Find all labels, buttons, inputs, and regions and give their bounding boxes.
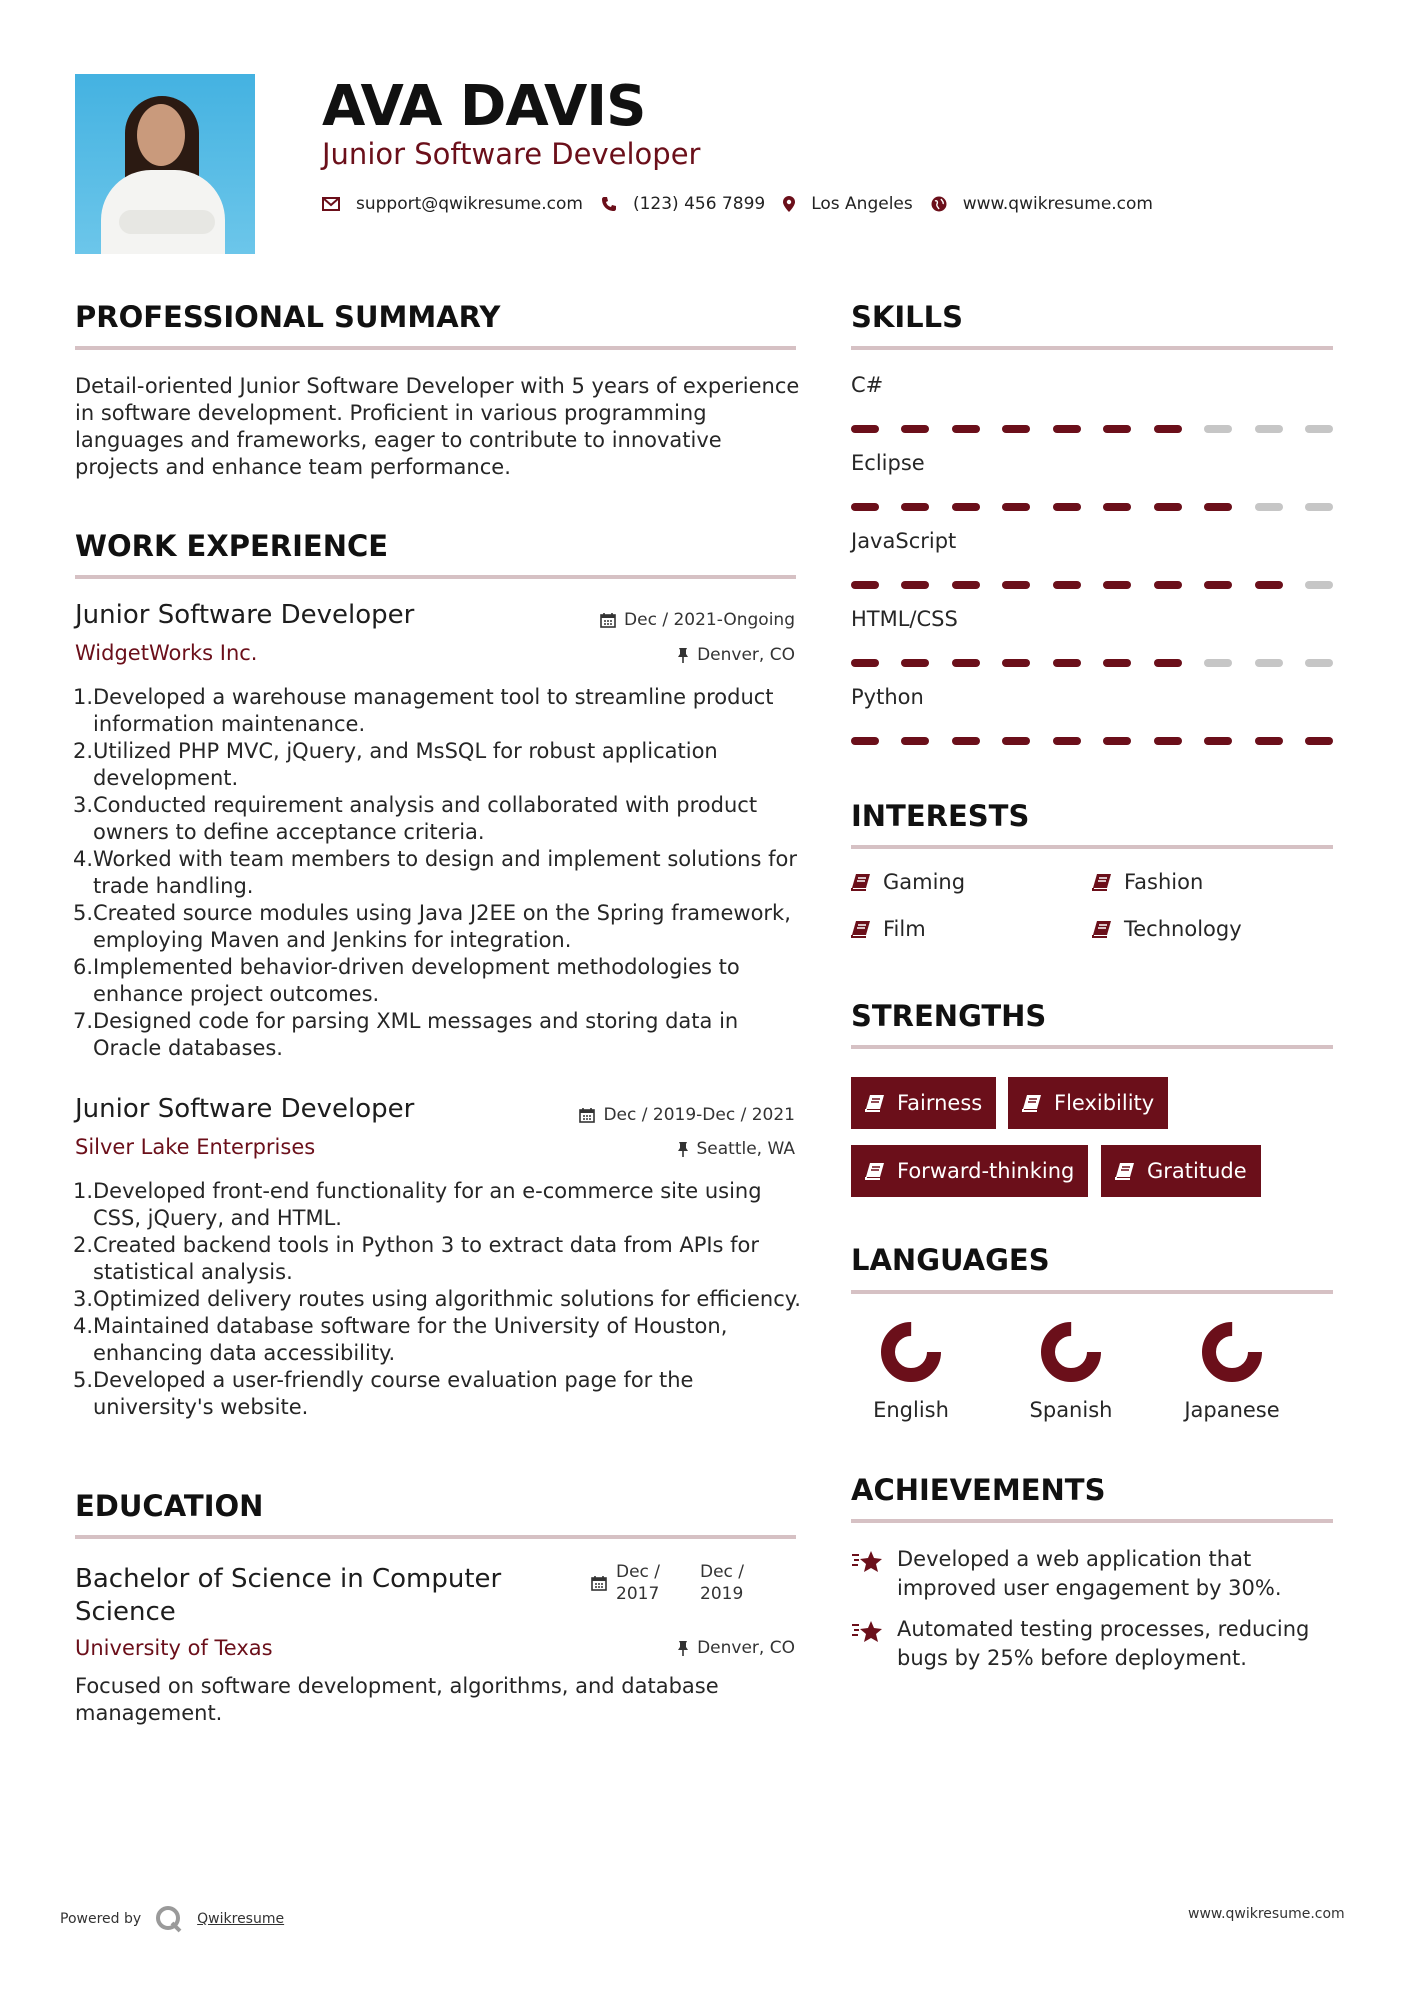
skill-dot-filled — [1154, 425, 1182, 433]
strengths-heading: STRENGTHS — [851, 999, 1047, 1033]
achievement-item: Developed a web application that improved user engagement by 30%. — [851, 1545, 1341, 1603]
shooting-star-icon — [851, 1547, 885, 1577]
skill-name: Python — [851, 685, 924, 709]
skill-dot-filled — [1103, 425, 1131, 433]
skill-dot-filled — [1204, 581, 1232, 589]
calendar-icon — [591, 1575, 607, 1591]
skill-dot-filled — [952, 737, 980, 745]
strengths-divider — [851, 1045, 1333, 1049]
skill-dot-empty — [1305, 581, 1333, 589]
skill-dot-filled — [1154, 503, 1182, 511]
skill-dot-filled — [1154, 581, 1182, 589]
achievements-heading: ACHIEVEMENTS — [851, 1473, 1106, 1507]
globe-icon — [931, 196, 947, 212]
powered-by-label: Powered by — [60, 1911, 142, 1927]
job-date-text: Dec / 2019-Dec / 2021 — [603, 1105, 795, 1125]
summary-text: Detail-oriented Junior Software Developer with 5 years of experience in software development. Proficient in various programming languages and frameworks, eager to contribute to innovative projects and enhance team performance. — [75, 374, 800, 479]
skill-dot-filled — [1002, 581, 1030, 589]
skill-rating — [851, 659, 1333, 669]
skills-divider — [851, 346, 1333, 350]
language-item — [1162, 1320, 1302, 1422]
skill-dot-filled — [1204, 737, 1232, 745]
job-bullets — [75, 1178, 805, 1421]
skill-dot-filled — [901, 503, 929, 511]
book-icon — [865, 1162, 885, 1180]
skill-dot-filled — [1103, 659, 1131, 667]
job-location — [677, 645, 795, 665]
skill-rating — [851, 737, 1333, 747]
book-icon — [1092, 873, 1112, 891]
skill-dot-filled — [851, 737, 879, 745]
language-name: Spanish — [1029, 1398, 1113, 1422]
skill-rating — [851, 581, 1333, 591]
book-icon — [1115, 1162, 1135, 1180]
skill-dot-filled — [952, 659, 980, 667]
skill-dot-empty — [1255, 503, 1283, 511]
email-text: support@qwikresume.com — [356, 194, 583, 214]
work-heading: WORK EXPERIENCE — [75, 529, 389, 563]
book-icon — [851, 920, 871, 938]
language-name: Japanese — [1184, 1398, 1280, 1422]
interests-heading: INTERESTS — [851, 799, 1030, 833]
skill-dot-filled — [1002, 659, 1030, 667]
interest-item: Gaming — [851, 870, 965, 894]
strength-badge: Forward-thinking — [851, 1145, 1088, 1197]
education-date-start: Dec / 2017 — [616, 1562, 661, 1604]
contact-phone[interactable] — [601, 194, 765, 214]
phone-icon — [601, 196, 617, 212]
skill-dot-filled — [1002, 425, 1030, 433]
skill-dot-filled — [1002, 737, 1030, 745]
strength-badge: Gratitude — [1101, 1145, 1261, 1197]
skill-dot-filled — [901, 425, 929, 433]
skill-rating — [851, 503, 1333, 513]
book-icon — [1022, 1094, 1042, 1112]
profile-photo — [75, 74, 255, 254]
job-date — [600, 610, 795, 630]
skill-dot-filled — [1053, 737, 1081, 745]
education-date-end: Dec / 2019 — [700, 1562, 745, 1604]
skill-dot-filled — [901, 581, 929, 589]
skill-dot-filled — [1154, 737, 1182, 745]
list-item: 7. Designed code for parsing XML messages and storing data in Oracle databases. — [73, 1009, 739, 1060]
pushpin-icon — [677, 647, 689, 663]
footer-url[interactable]: www.qwikresume.com — [1188, 1906, 1345, 1922]
work-divider — [75, 575, 796, 579]
envelope-icon — [322, 197, 340, 211]
job-company: WidgetWorks Inc. — [75, 641, 258, 665]
powered-by — [60, 1905, 284, 1933]
summary-divider — [75, 346, 796, 350]
pushpin-icon — [677, 1141, 689, 1157]
skill-dot-filled — [901, 737, 929, 745]
skill-dot-filled — [901, 659, 929, 667]
list-item: 1. Developed front-end functionality for an e-commerce site using CSS, jQuery, and HTML. — [73, 1179, 762, 1230]
list-item: 4. Worked with team members to design and implement solutions for trade handling. — [73, 847, 797, 898]
job-location-text: Seattle, WA — [696, 1139, 795, 1159]
school-name: University of Texas — [75, 1636, 273, 1660]
skill-dot-filled — [1255, 581, 1283, 589]
list-item: 3. Optimized delivery routes using algorithmic solutions for efficiency. — [73, 1287, 801, 1311]
language-level-arc — [888, 1329, 934, 1375]
education-location-text: Denver, CO — [697, 1638, 795, 1658]
strength-badge: Flexibility — [1008, 1077, 1168, 1129]
skill-dot-filled — [851, 581, 879, 589]
skill-dot-filled — [851, 503, 879, 511]
list-item: 6. Implemented behavior-driven development methodologies to enhance project outcomes. — [73, 955, 740, 1006]
skill-dot-filled — [1002, 503, 1030, 511]
language-level-ring — [1200, 1320, 1264, 1384]
achievements-divider — [851, 1519, 1333, 1523]
interest-item: Fashion — [1092, 870, 1203, 894]
job-title: Junior Software Developer — [75, 1094, 415, 1124]
contact-bar — [322, 194, 1171, 214]
skill-dot-filled — [1305, 737, 1333, 745]
degree-title: Bachelor of Science in Computer Science — [75, 1564, 502, 1627]
skill-dot-filled — [1053, 503, 1081, 511]
language-level-ring — [1039, 1320, 1103, 1384]
interest-item: Film — [851, 917, 926, 941]
skill-dot-filled — [1103, 737, 1131, 745]
language-level-arc — [1209, 1329, 1255, 1375]
skill-name: HTML/CSS — [851, 607, 958, 631]
list-item: 5. Created source modules using Java J2EE on the Spring framework, employing Maven and Jenkins for integration. — [73, 901, 791, 952]
skill-name: JavaScript — [851, 529, 957, 553]
skill-dot-filled — [1053, 581, 1081, 589]
skills-heading: SKILLS — [851, 300, 963, 334]
list-item: 4. Maintained database software for the University of Houston, enhancing data accessibility. — [73, 1314, 728, 1365]
book-icon — [865, 1094, 885, 1112]
website-text: www.qwikresume.com — [962, 194, 1153, 214]
interest-item: Technology — [1092, 917, 1242, 941]
interests-divider — [851, 845, 1333, 849]
skill-name: C# — [851, 373, 884, 397]
skill-dot-empty — [1255, 659, 1283, 667]
shooting-star-icon — [851, 1617, 885, 1647]
job-title: Junior Software Developer — [75, 600, 415, 630]
languages-divider — [851, 1290, 1333, 1294]
skill-dot-filled — [1053, 425, 1081, 433]
skill-dot-filled — [851, 425, 879, 433]
calendar-icon — [600, 612, 616, 628]
job-location — [677, 1139, 796, 1159]
skill-dot-empty — [1305, 425, 1333, 433]
education-text: Focused on software development, algorithms, and database management. — [75, 1674, 719, 1725]
education-location — [677, 1638, 795, 1658]
job-company: Silver Lake Enterprises — [75, 1135, 316, 1159]
skill-rating — [851, 425, 1333, 435]
language-level-arc — [1048, 1329, 1094, 1375]
skill-dot-empty — [1255, 425, 1283, 433]
brand-link[interactable]: Qwikresume — [197, 1911, 285, 1927]
summary-heading: PROFESSIONAL SUMMARY — [75, 300, 501, 334]
languages-heading: LANGUAGES — [851, 1243, 1050, 1277]
skill-dot-filled — [1255, 737, 1283, 745]
language-item — [841, 1320, 981, 1422]
skill-dot-empty — [1204, 425, 1232, 433]
map-pin-icon — [783, 196, 795, 212]
book-icon — [851, 873, 871, 891]
language-level-ring — [879, 1320, 943, 1384]
list-item: 2. Utilized PHP MVC, jQuery, and MsSQL for robust application development. — [73, 739, 718, 790]
candidate-name: AVA DAVIS — [322, 74, 646, 139]
skill-dot-filled — [1154, 659, 1182, 667]
education-divider — [75, 1535, 796, 1539]
strength-badge: Fairness — [851, 1077, 996, 1129]
skill-dot-empty — [1204, 659, 1232, 667]
skill-dot-empty — [1305, 503, 1333, 511]
achievement-item: Automated testing processes, reducing bugs by 25% before deployment. — [851, 1615, 1341, 1673]
pushpin-icon — [677, 1640, 689, 1656]
list-item: 3. Conducted requirement analysis and collaborated with product owners to define acceptance criteria. — [73, 793, 758, 844]
skill-dot-filled — [952, 503, 980, 511]
skill-dot-filled — [1204, 503, 1232, 511]
job-date — [579, 1105, 795, 1125]
skill-dot-filled — [952, 425, 980, 433]
phone-text: (123) 456 7899 — [632, 194, 766, 214]
list-item: 5. Developed a user-friendly course evaluation page for the university's website. — [73, 1368, 694, 1419]
job-date-text: Dec / 2021-Ongoing — [624, 610, 795, 630]
candidate-role: Junior Software Developer — [322, 137, 701, 171]
contact-email[interactable] — [322, 194, 583, 214]
list-item: 2. Created backend tools in Python 3 to extract data from APIs for statistical analysis. — [73, 1233, 760, 1284]
qwikresume-logo-icon — [155, 1905, 183, 1933]
book-icon — [1092, 920, 1112, 938]
skill-dot-filled — [1103, 581, 1131, 589]
language-name: English — [873, 1398, 949, 1422]
language-item — [1001, 1320, 1141, 1422]
contact-website[interactable] — [931, 194, 1153, 214]
skill-dot-filled — [952, 581, 980, 589]
skill-dot-filled — [1103, 503, 1131, 511]
skill-name: Eclipse — [851, 451, 925, 475]
list-item: 1. Developed a warehouse management tool to streamline product information maintenance. — [73, 685, 774, 736]
skill-dot-filled — [851, 659, 879, 667]
job-bullets — [75, 684, 805, 1062]
skill-dot-empty — [1305, 659, 1333, 667]
calendar-icon — [579, 1107, 595, 1123]
job-location-text: Denver, CO — [697, 645, 795, 665]
education-heading: EDUCATION — [75, 1489, 264, 1523]
skill-dot-filled — [1053, 659, 1081, 667]
contact-location — [783, 194, 913, 214]
location-text: Los Angeles — [811, 194, 913, 214]
